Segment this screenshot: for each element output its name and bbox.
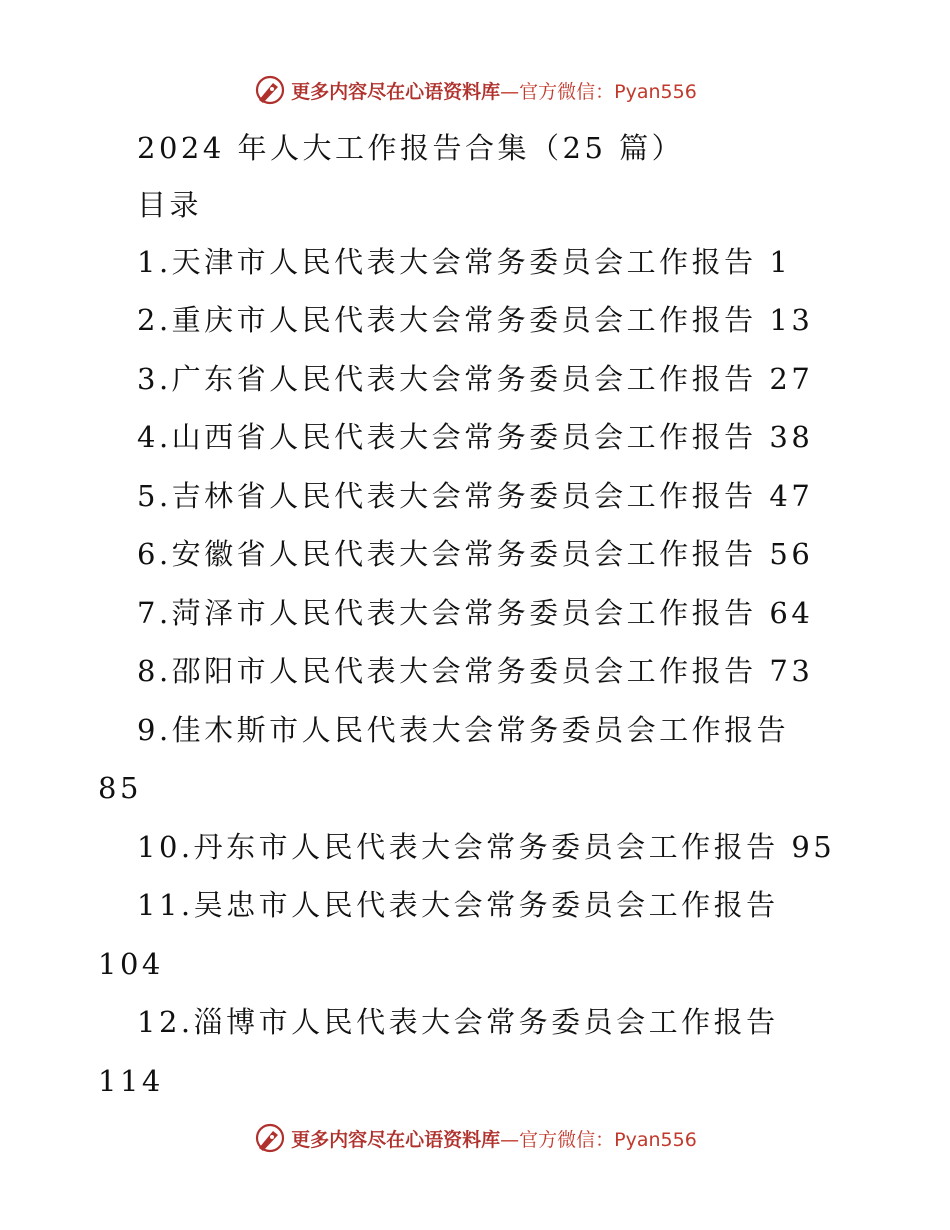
toc-entry-label: 11.吴忠市人民代表大会常务委员会工作报告 [137,888,779,922]
toc-entry[interactable] [137,827,835,867]
pen-nib-logo-icon [253,1121,287,1155]
toc-entry-label: 10.丹东市人民代表大会常务委员会工作报告 [137,830,779,864]
header-banner [0,70,950,110]
toc-entry-page: 27 [769,362,814,396]
toc-entry-page-wrapped: 104 [98,947,164,981]
toc-entry-page: 64 [769,596,814,630]
banner-lead-text: 更多内容尽在心语资料库 [291,80,501,103]
toc-entry[interactable] [137,1002,779,1042]
toc-entry-page: 56 [769,537,814,571]
banner-contact-text: —官方微信：Pyan556 [500,1128,697,1151]
toc-entry-label: 7.菏泽市人民代表大会常务委员会工作报告 [137,596,757,630]
toc-entry[interactable] [137,417,813,457]
pen-nib-logo-icon [253,73,287,107]
toc-entry-label: 1.天津市人民代表大会常务委员会工作报告 [137,245,757,279]
toc-entry[interactable] [137,593,813,633]
toc-entry-label: 12.淄博市人民代表大会常务委员会工作报告 [137,1005,779,1039]
toc-entry-label: 3.广东省人民代表大会常务委员会工作报告 [137,362,757,396]
toc-entry-page-wrapped: 114 [98,1064,164,1098]
toc-entry[interactable] [137,242,791,282]
toc-entry[interactable] [137,476,813,516]
toc-entry-label: 4.山西省人民代表大会常务委员会工作报告 [137,420,757,454]
toc-entry-page: 73 [769,654,814,688]
toc-entry-label: 8.邵阳市人民代表大会常务委员会工作报告 [137,654,757,688]
toc-entry-page: 1 [769,245,792,279]
toc-entry-label: 5.吉林省人民代表大会常务委员会工作报告 [137,479,757,513]
banner-lead-text: 更多内容尽在心语资料库 [291,1128,501,1151]
toc-entry[interactable] [137,534,813,574]
toc-entry-label: 9.佳木斯市人民代表大会常务委员会工作报告 [137,713,790,747]
toc-heading: 目录 [137,188,203,222]
toc-entry-page: 47 [769,479,814,513]
toc-entry-page: 13 [769,303,814,337]
document-title: 2024 年人大工作报告合集（25 篇） [137,131,685,165]
banner-contact-text: —官方微信：Pyan556 [500,80,697,103]
toc-entry-page-wrapped: 85 [98,771,142,805]
toc-entry[interactable] [137,300,813,340]
toc-entry-page: 38 [769,420,814,454]
toc-entry[interactable] [137,710,789,750]
toc-entry-page: 95 [791,830,836,864]
toc-entry-label: 6.安徽省人民代表大会常务委员会工作报告 [137,537,757,571]
toc-entry[interactable] [137,651,813,691]
toc-entry[interactable] [137,359,813,399]
toc-entry[interactable] [137,885,779,925]
toc-entry-label: 2.重庆市人民代表大会常务委员会工作报告 [137,303,757,337]
footer-banner [0,1118,950,1158]
